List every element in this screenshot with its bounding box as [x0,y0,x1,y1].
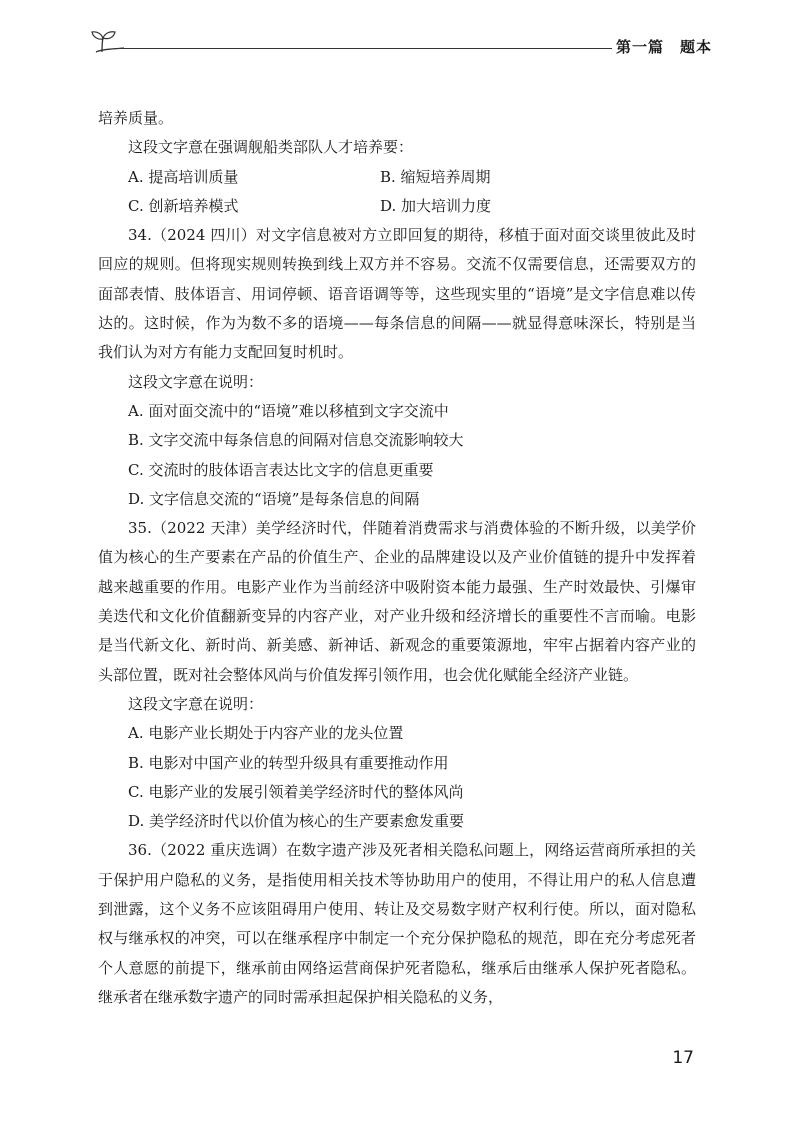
q36-text: 36.（2022 重庆选调）在数字遗产涉及死者相关隐私问题上，网络运营商所承担的关于保护用户隐私的义务，是指使用相关技术等协助用户的使用，不得让用户的私人信息遭到泄露，这个义务不应该阻碍用户使用、转让及交易数字财产权利行使。所以，面对隐私权与继承权的冲突，可以在继承程序中制定一个充分保护隐私的规范，即在充分考虑死者个人意愿的前提下，继承前由网络运营商保护死者隐私，继承后由继承人保护死者隐私。继承者在继承数字遗产的同时需承担起保护相关隐私的义务， [98,841,696,1006]
q35-option-a: A. 电影产业长期处于内容产业的龙头位置 [128,724,404,743]
q33-text-end: 培养质量。 [98,109,174,127]
section-title: 第一篇 题本 [615,38,712,56]
q34-option-c: C. 交流时的肢体语言表达比文字的信息更重要 [128,460,434,479]
q33-option-b: B. 缩短培养周期 [380,167,491,186]
q35-option-d: D. 美学经济时代以价值为核心的生产要素愈发重要 [128,812,465,831]
page-header [90,28,712,58]
q34-option-a: A. 面对面交流中的“语境”难以移植到文字交流中 [128,401,449,420]
header-rule [114,48,612,49]
sprout-icon [90,28,124,56]
q34-stem: 这段文字意在说明： [128,372,264,391]
q35-option-c: C. 电影产业的发展引领着美学经济时代的整体风尚 [128,782,464,801]
q33-options-row-2 [98,192,696,221]
q35-text: 35.（2022 天津）美学经济时代，伴随着消费需求与消费体验的不断升级，以美学价值为核心的生产要素在产品的价值生产、企业的品牌建设以及产业价值链的提升中发挥着越来越重要的作用。电影产业作为当前经济中吸附资本能力最强、生产时效最快、引爆审美迭代和文化价值翻新变异的内容产业，对产业升级和经济增长的重要性不言而喻。电影是当代新文化、新时尚、新美感、新神话、新观念的重要策源地，牢牢占据着内容产业的头部位置，既对社会整体风尚与价值发挥引领作用，也会优化赋能全经济产业链。 [98,519,696,684]
q33-option-d: D. 加大培训力度 [380,196,492,215]
q34-option-b: B. 文字交流中每条信息的间隔对信息交流影响较大 [128,431,464,450]
q33-stem: 这段文字意在强调舰船类部队人才培养要： [128,138,414,157]
q35-option-b: B. 电影对中国产业的转型升级具有重要推动作用 [128,753,449,772]
q33-option-c: C. 创新培养模式 [128,196,239,215]
q33-option-a: A. 提高培训质量 [128,167,239,186]
page-number: 17 [672,1048,694,1068]
q35-stem: 这段文字意在说明： [128,694,264,713]
q34-text: 34.（2024 四川）对文字信息被对方立即回复的期待，移植于面对面交谈里彼此及时回应的规则。但将现实规则转换到线上双方并不容易。交流不仅需要信息，还需要双方的面部表情、肢体语言、用词停顿、语音语调等等，这些现实里的“语境”是文字信息难以传达的。这时候，作为为数不多的语境——每条信息的间隔——就显得意味深长，特别是当我们认为对方有能力支配回复时机时。 [98,226,696,362]
q33-options-row-1 [98,163,696,192]
page-content [98,104,696,1012]
q34-option-d: D. 文字信息交流的“语境”是每条信息的间隔 [128,489,420,508]
